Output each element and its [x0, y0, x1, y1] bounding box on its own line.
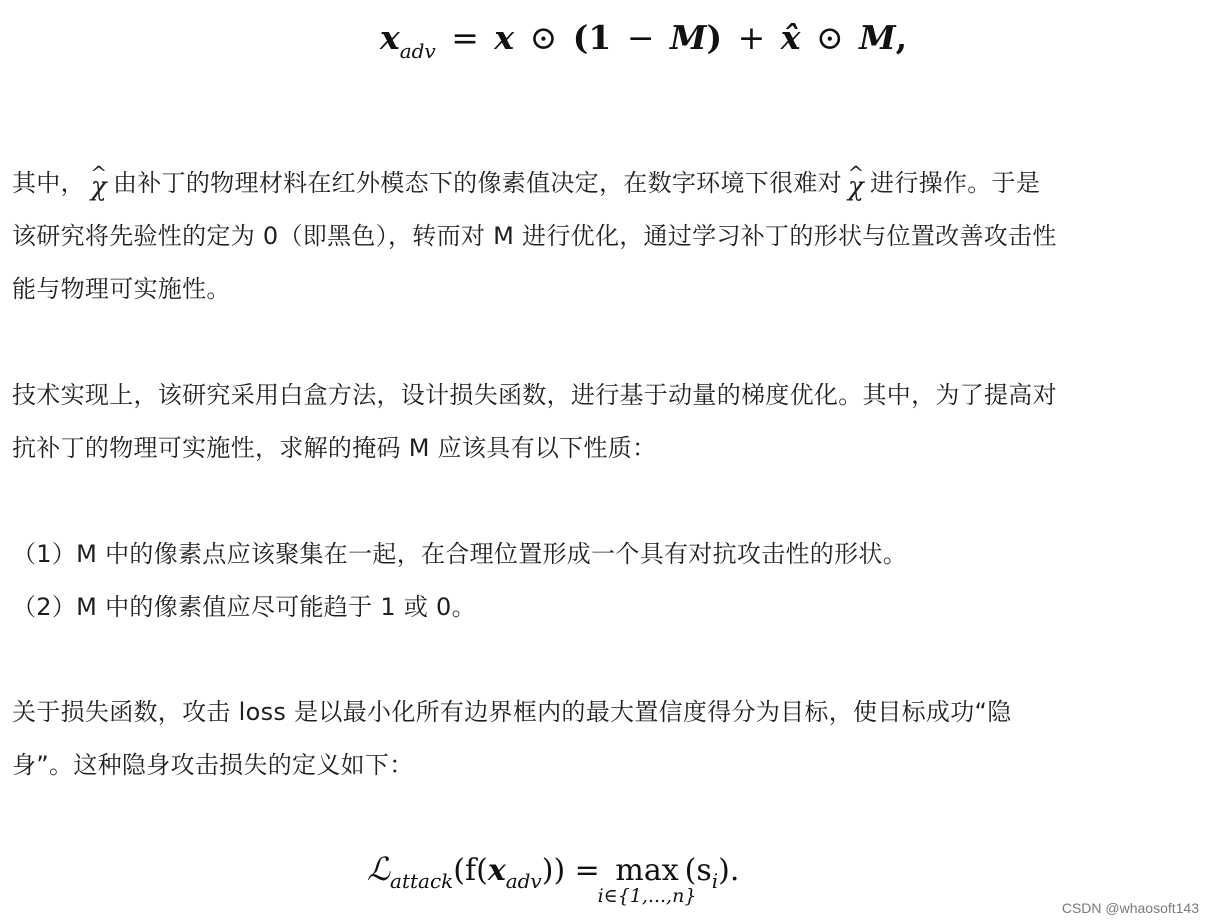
- formula-x: x: [487, 853, 506, 888]
- paragraph-3-line-2: 身”。这种隐身攻击损失的定义如下：: [12, 751, 414, 779]
- text-segment: 由补丁的物理材料在红外模态下的像素值决定，在数字环境下很难对: [112, 169, 842, 197]
- formula-xhat: x̂: [780, 18, 801, 57]
- text-segment: 进行操作。于是: [870, 169, 1041, 197]
- paragraph-3-line-1: 关于损失函数，攻击 loss 是以最小化所有边界框内的最大置信度得分为目标，使目标成功“隐: [12, 698, 1012, 726]
- formula-paren-open: (: [572, 18, 589, 57]
- formula-x: x: [494, 18, 515, 57]
- list-item: （2）M 中的像素值应尽可能趋于 1 或 0。: [12, 593, 476, 621]
- formula-rhs: (s: [684, 853, 712, 888]
- paragraph-2-line-1: 技术实现上，该研究采用白盒方法，设计损失函数，进行基于动量的梯度优化。其中，为了提高对: [12, 381, 1057, 409]
- chi-hat-symbol: ^ χ: [85, 161, 113, 214]
- text-segment: 其中，: [12, 169, 85, 197]
- formula-minus: −: [626, 18, 655, 57]
- formula-comma: ,: [895, 18, 908, 57]
- max-subscript: i∈{1,...,n}: [597, 885, 697, 907]
- formula-one: 1: [588, 18, 612, 57]
- csdn-watermark: CSDN @whaosoft143: [1061, 900, 1199, 916]
- formula-lhs-sub: adv: [399, 39, 436, 63]
- formula-close: )) =: [541, 853, 600, 888]
- loss-symbol: ℒ: [367, 850, 391, 888]
- property-list: [12, 528, 1202, 634]
- paragraph-1-line-3: 能与物理可实施性。: [12, 275, 231, 303]
- formula-odot-1: ⊙: [529, 18, 558, 57]
- formula-open: (f(: [453, 853, 488, 888]
- chi-hat-symbol: ^ χ: [842, 161, 870, 214]
- list-item: （1）M 中的像素点应该聚集在一起，在合理位置形成一个具有对抗攻击性的形状。: [12, 540, 908, 568]
- loss-sub: attack: [390, 869, 454, 893]
- formula-odot-2: ⊙: [815, 18, 844, 57]
- paragraph-1: [12, 157, 1202, 316]
- paragraph-1-line-2: 该研究将先验性的定为 0（即黑色），转而对 M 进行优化，通过学习补丁的形状与位置改善攻击性: [12, 222, 1057, 250]
- max-label: max: [615, 853, 679, 888]
- formula-paren-close: ): [706, 18, 723, 57]
- formula-x-sub: adv: [505, 869, 542, 893]
- paragraph-2: [12, 369, 1202, 475]
- attack-loss-formula: [367, 850, 740, 907]
- paragraph-3: [12, 686, 1202, 792]
- paragraph-2-line-2: 抗补丁的物理可实施性，求解的掩码 M 应该具有以下性质：: [12, 434, 657, 462]
- formula-lhs: x: [380, 18, 400, 57]
- adversarial-formula: [380, 18, 907, 63]
- paragraph-1-line-1: [12, 157, 1202, 210]
- formula-m-2: M: [859, 18, 896, 57]
- max-operator: [597, 853, 697, 907]
- formula-plus: +: [737, 18, 766, 57]
- formula-rhs-sub: i: [711, 869, 719, 893]
- formula-m-1: M: [669, 18, 707, 57]
- formula-eq: =: [451, 18, 479, 57]
- formula-end: ).: [718, 853, 740, 888]
